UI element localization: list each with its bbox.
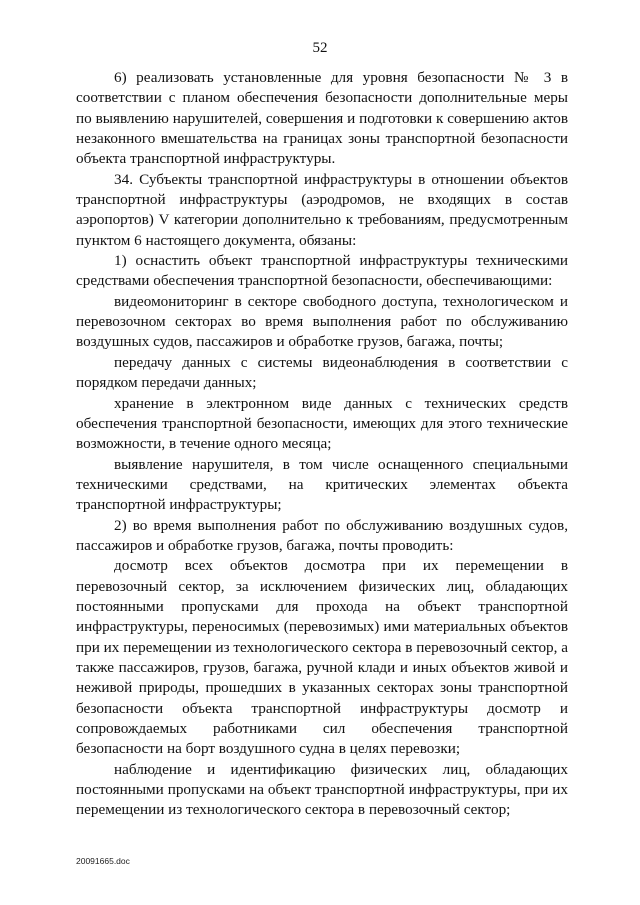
footer-doc-code: 20091665.doc [76, 856, 130, 866]
paragraph-data-storage: хранение в электронном виде данных с технических средств обеспечения транспортной безопасности, имеющих для этого технические возможности, в течение одного месяца; [76, 394, 568, 453]
paragraph-video-monitoring: видеомониторинг в секторе свободного доступа, технологическом и перевозочном секторах во время выполнения работ по обслуживанию воздушных судов, пассажиров и обработке грузов, багажа, почты; [76, 292, 568, 351]
paragraph-during-works: 2) во время выполнения работ по обслуживанию воздушных судов, пассажиров и обработке грузов, багажа, почты проводить: [76, 516, 568, 554]
page-number: 52 [312, 40, 328, 56]
paragraph-34-intro: 34. Субъекты транспортной инфраструктуры в отношении объектов транспортной инфраструктуры (аэродромов, не входящих в состав аэропортов) V категории дополнительно к требованиям, предусмотренным пунктом 6 настоящего документа, обязаны: [76, 170, 568, 249]
paragraph-inspection: досмотр всех объектов досмотра при их перемещении в перевозочный сектор, за исключением физических лиц, обладающих постоянными пропусками для прохода на объект транспортной инфраструктуры, переносимых (перевозимых) ими материальных объектов при их перемещении из технологического сектора в перевозочный сектор, а также пассажиров, грузов, багажа, ручной клади и иных объектов живой и неживой природы, прошедших в указанных секторах зоны транспортной безопасности объекта транспортной инфраструктуры досмотр и сопровождаемых работниками сил обеспечения транспортной безопасности на борт воздушного судна в целях перевозки; [76, 557, 568, 758]
paragraph-data-transfer: передачу данных с системы видеонаблюдения в соответствии с порядком передачи данных; [76, 353, 568, 392]
paragraph-intruder-detection: выявление нарушителя, в том числе оснащенного специальными техническими средствами, на критических элементах объекта транспортной инфраструктуры; [76, 455, 568, 514]
paragraph-6-measures: 6) реализовать установленные для уровня безопасности № 3 в соответствии с планом обеспечения безопасности дополнительные меры по выявлению нарушителей, совершения и подготовки к совершению актов незаконного вмешательства на границах зоны транспортной безопасности объекта транспортной инфраструктуры. [76, 69, 568, 168]
paragraph-observation: наблюдение и идентификацию физических лиц, обладающих постоянными пропусками на объект транспортной инфраструктуры, при их перемещении из технологического сектора в перевозочный сектор; [76, 760, 568, 819]
paragraph-equip: 1) оснастить объект транспортной инфраструктуры техническими средствами обеспечения транспортной безопасности, обеспечивающими: [76, 252, 568, 290]
document-body [76, 68, 568, 821]
